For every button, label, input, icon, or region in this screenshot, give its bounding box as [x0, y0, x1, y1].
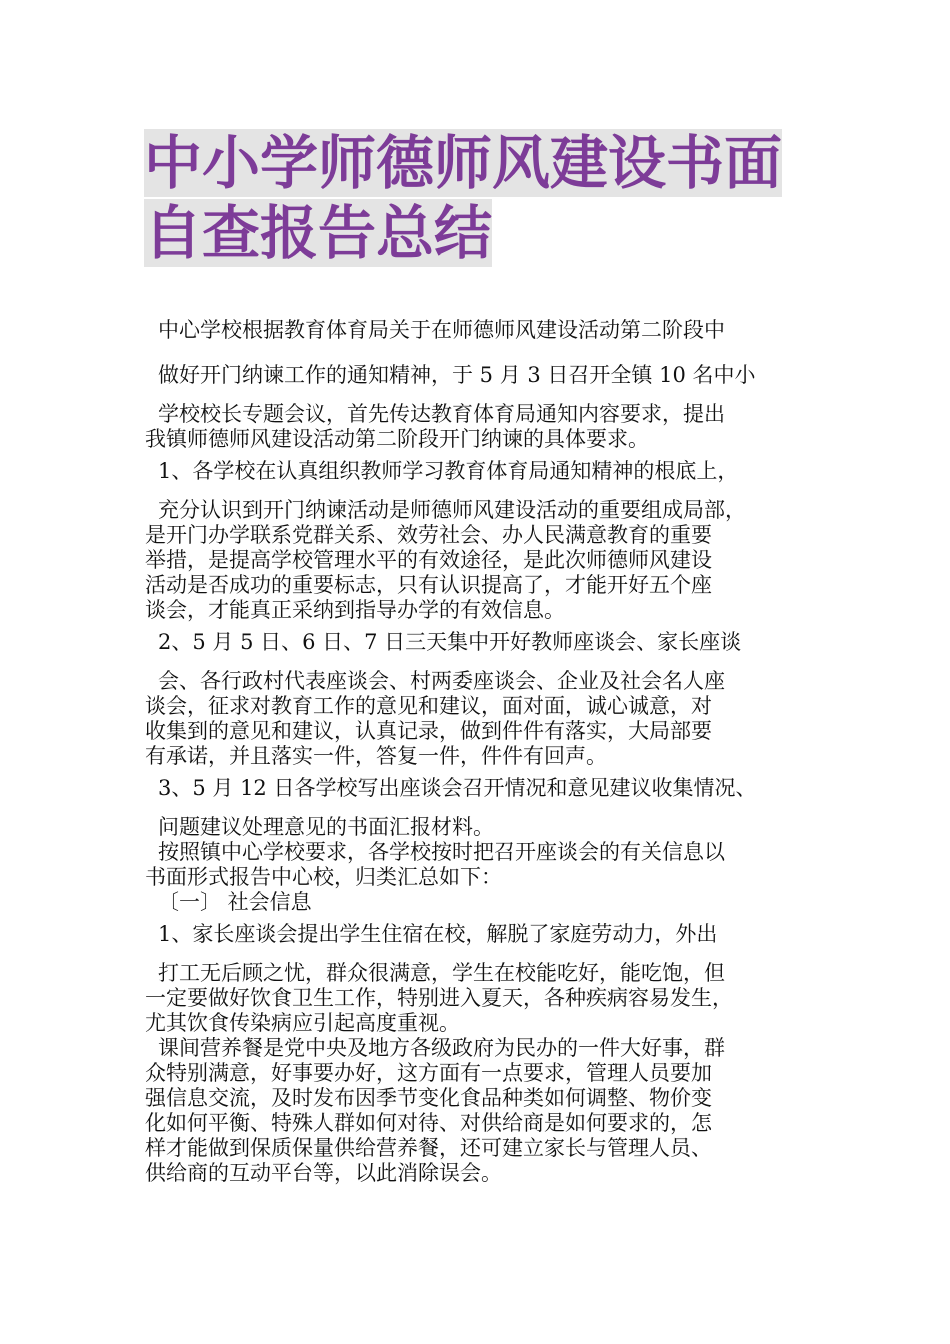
document-body	[145, 318, 810, 1186]
section-heading-social: 〔一〕 社会信息	[158, 890, 312, 914]
paragraph-social-1: 1、家长座谈会提出学生住宿在校，解脱了家庭劳动力，外出 打工无后顾之忧，群众很满意，学生在校能吃好，能吃饱，但 一定要做好饮食卫生工作，特别进入夏天，各种疾病容易发生， 尤其饮食传染病应引起高度重视。	[145, 922, 733, 1035]
paragraph-item-1: 1、各学校在认真组织教师学习教育体育局通知精神的根底上， 充分认识到开门纳谏活动是师德师风建设活动的重要组成局部， 是开门办学联系党群关系、效劳社会、办人民满意教育的重要 举措，是提高学校管理水平的有效途径，是此次师德师风建设 活动是否成功的重要标志，只有认识提高了，才能开好五个座 谈会，才能真正采纳到指导办学的有效信息。	[145, 459, 746, 622]
title-line-2: 自查报告总结	[144, 199, 493, 267]
paragraph-summary: 按照镇中心学校要求，各学校按时把召开座谈会的有关信息以 书面形式报告中心校，归类汇总如下：	[145, 840, 725, 889]
title-line-1: 中小学师德师风建设书面	[144, 129, 783, 197]
paragraph-item-3: 3、5 月 12 日各学校写出座谈会召开情况和意见建议收集情况、 问题建议处理意见的书面汇报材料。	[158, 776, 757, 839]
paragraph-item-2: 2、5 月 5 日、6 日、7 日三天集中开好教师座谈会、家长座谈 会、各行政村代表座谈会、村两委座谈会、企业及社会名人座 谈会，征求对教育工作的意见和建议，面对面，诚心诚意，对 收集到的意见和建议，认真记录，做到件件有落实，大局部要 有承诺，并且落实一件，答复一件，件件有回声。	[145, 630, 742, 768]
paragraph-nutrition: 课间营养餐是党中央及地方各级政府为民办的一件大好事，群 众特别满意，好事要办好，这方面有一点要求，管理人员要加 强信息交流，及时发布因季节变化食品种类如何调整、物价变 化如何平衡、特殊人群如何对待、对供给商是如何要求的，怎 样才能做到保质保量供给营养餐，还可建立家长与管理人员、 供给商的互动平台等，以此消除误会。	[145, 1036, 725, 1185]
paragraph-intro: 中心学校根据教育体育局关于在师德师风建设活动第二阶段中 做好开门纳谏工作的通知精神，于 5 月 3 日召开全镇 10 名中小 学校校长专题会议，首先传达教育体育局通知内容要求，提出 我镇师德师风建设活动第二阶段开门纳谏的具体要求。	[145, 318, 756, 451]
document-title	[144, 128, 824, 268]
